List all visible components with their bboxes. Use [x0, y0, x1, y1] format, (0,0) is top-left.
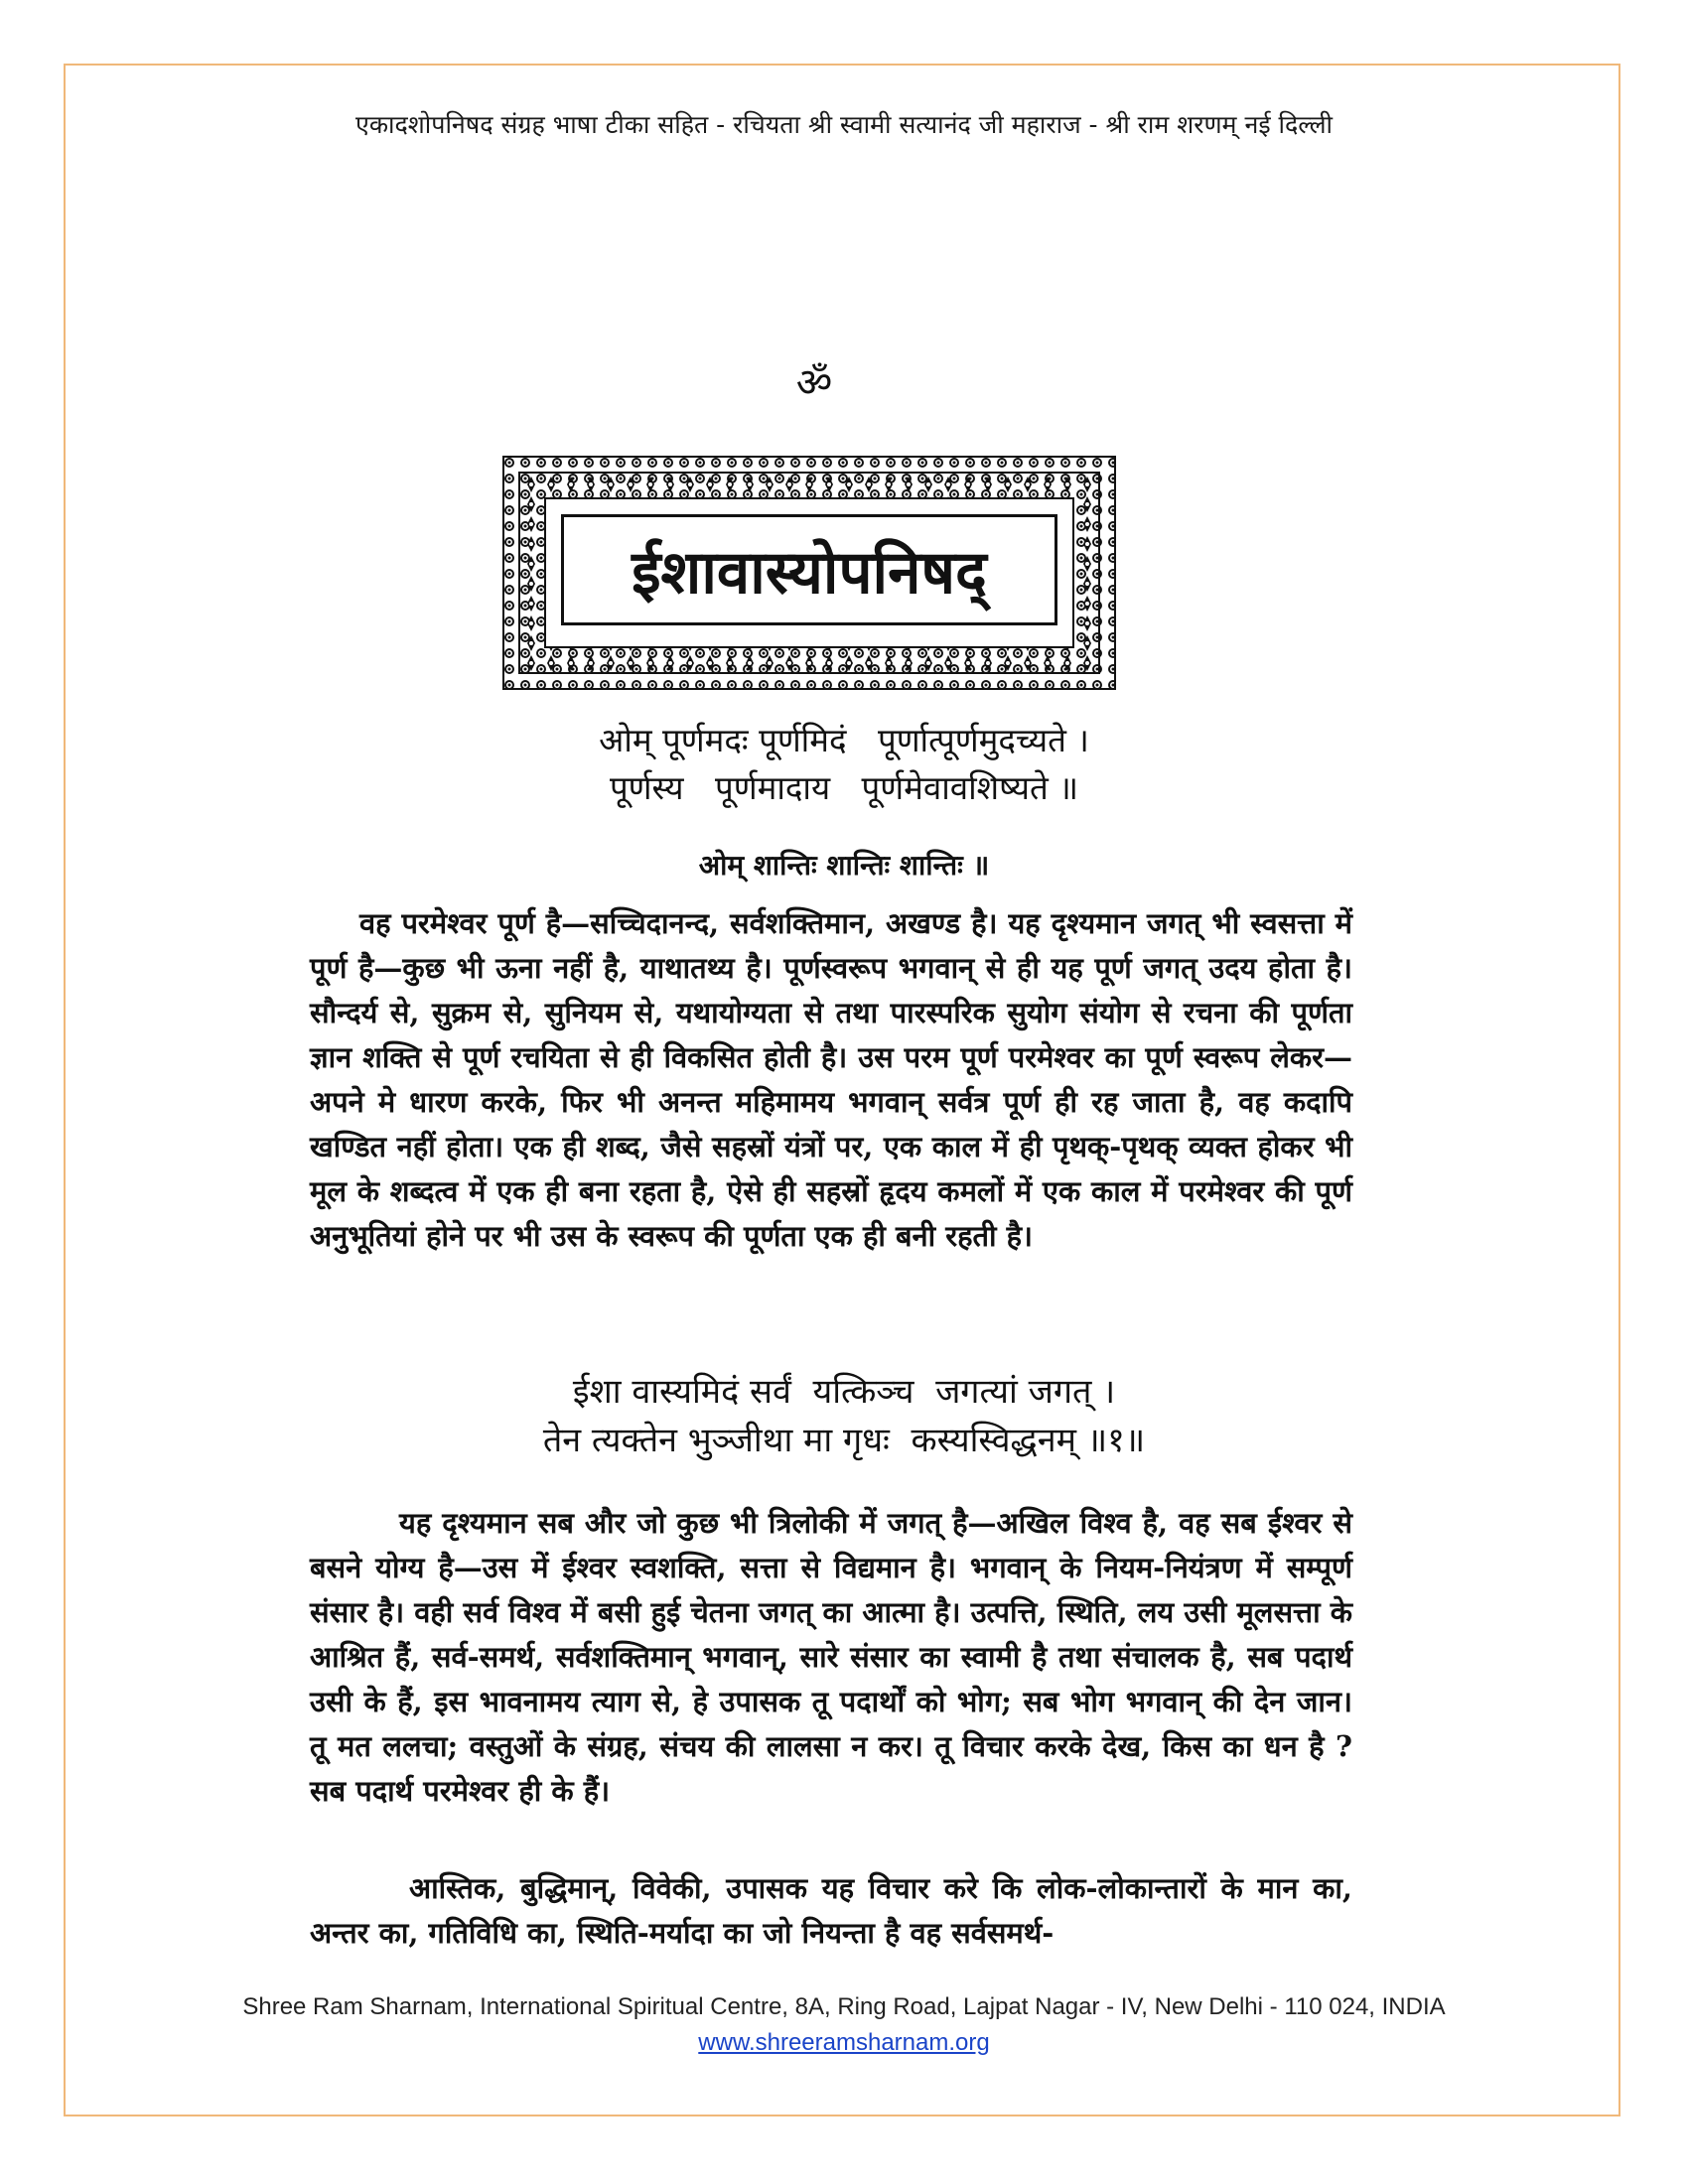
commentary-2-text: यह दृश्यमान सब और जो कुछ भी त्रिलोकी में जगत् है—अखिल विश्व है, वह सब ईश्वर से बसने योग्य है—उस में ईश्वर स्वशक्ति, सत्ता से विद्यमान है। भगवान् के नियम-नियंत्रण में सम्पूर्ण संसार है। वही सर्व विश्व में बसी हुई चेतना जगत् का आत्मा है। उत्पत्ति, स्थिति, लय उसी मूलसत्ता के आश्रित हैं, सर्व-समर्थ, सर्वशक्तिमान् भगवान्, सारे संसार का स्वामी है तथा संचालक है, सब पदार्थ उसी के हैं, इस भावनामय त्याग से, हे उपासक तू पदार्थों को भोग; सब भोग भगवान् की देन जान। तू मत ललचा; वस्तुओं के संग्रह, संचय की लालसा न कर। तू विचार करके देख, किस का धन है ? सब पदार्थ परमेश्वर ही के हैं। — [310, 1506, 1352, 1808]
commentary-paragraph-3 — [310, 1866, 1352, 1956]
title-panel — [561, 514, 1057, 625]
page-header: एकादशोपनिषद संग्रह भाषा टीका सहित - रचियता श्री स्वामी सत्यानंद जी महाराज - श्री राम शरणम् नई दिल्ली — [355, 110, 1333, 139]
invocation-line-2: पूर्णस्य पूर्णमादाय पूर्णमेवावशिष्यते ॥ — [609, 767, 1079, 807]
verse-1 — [0, 1368, 1688, 1466]
title-ornamental-frame — [501, 455, 1117, 691]
upanishad-title: ईशावास्योपनिषद् — [632, 538, 987, 608]
commentary-paragraph-2 — [310, 1501, 1352, 1814]
verse-1-line-2: तेन त्यक्तेन भुञ्जीथा मा गृधः कस्यस्विद्धनम् ॥१॥ — [542, 1421, 1146, 1461]
shanti-mantra: ओम् शान्तिः शान्तिः शान्तिः ॥ — [698, 849, 990, 882]
invocation-line-1: ओम् पूर्णमदः पूर्णमिदं पूर्णात्पूर्णमुदच्यते । — [599, 721, 1089, 759]
invocation-shloka — [0, 717, 1688, 812]
commentary-1-text: वह परमेश्वर पूर्ण है—सच्चिदानन्द, सर्वशक्तिमान, अखण्ड है। यह दृश्यमान जगत् भी स्वसत्ता में पूर्ण है—कुछ भी ऊना नहीं है, याथातथ्य है। पूर्णस्वरूप भगवान् से ही यह पूर्ण जगत् उदय होता है। सौन्दर्य से, सुक्रम से, सुनियम से, यथायोग्यता से तथा पारस्परिक सुयोग संयोग से रचना की पूर्णता ज्ञान शक्ति से पूर्ण रचयिता से ही विकसित होती है। उस परम पूर्ण परमेश्वर का पूर्ण स्वरूप लेकर—अपने मे धारण करके, फिर भी अनन्त महिमामय भगवान् सर्वत्र पूर्ण ही रह जाता है, वह कदापि खण्डित नहीं होता। एक ही शब्द, जैसे सहस्रों यंत्रों पर, एक काल में ही पृथक्-पृथक् व्यक्त होकर भी मूल के शब्दत्व में एक ही बना रहता है, ऐसे ही सहस्रों हृदय कमलों में एक काल में परमेश्वर की पूर्ण अनुभूतियां होने पर भी उस के स्वरूप की पूर्णता एक ही बनी रहती है। — [310, 906, 1352, 1253]
verse-1-line-1: ईशा वास्यमिदं सर्वं यत्किञ्च जगत्यां जगत् । — [572, 1372, 1116, 1412]
om-symbol: ॐ — [795, 360, 833, 406]
website-link[interactable]: www.shreeramsharnam.org — [698, 2029, 990, 2056]
commentary-3-text: आस्तिक, बुद्धिमान्, विवेकी, उपासक यह विचार करे कि लोक-लोकान्तारों के मान का, अन्तर का, गतिविधि का, स्थिति-मर्यादा का जो नियन्ता है वह सर्वसमर्थ- — [310, 1871, 1352, 1950]
footer-address: Shree Ram Sharnam, International Spiritual Centre, 8A, Ring Road, Lajpat Nagar - IV, New Delhi - 110 024, INDIA — [242, 1993, 1446, 2020]
commentary-paragraph-1 — [310, 901, 1352, 1259]
footer-website — [0, 2029, 1688, 2057]
